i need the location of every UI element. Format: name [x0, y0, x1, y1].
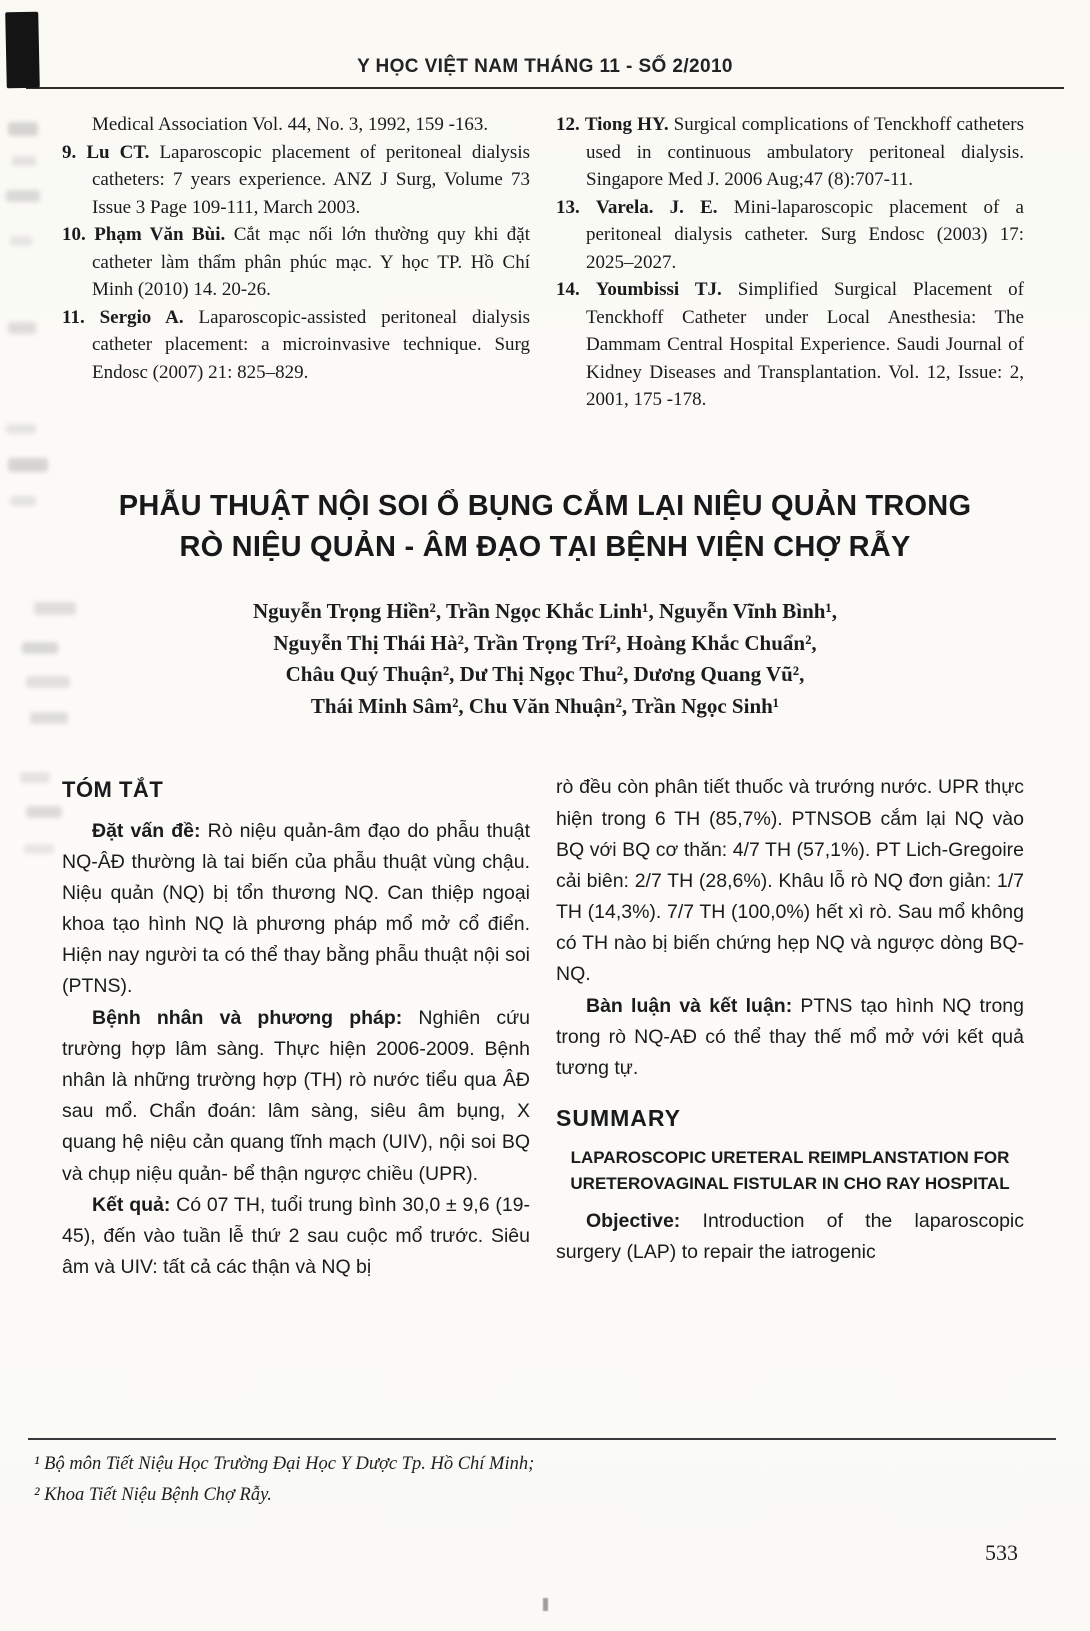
abstract-column-left: [62, 772, 530, 1283]
paragraph-lead: Bàn luận và kết luận:: [586, 994, 793, 1017]
abstract-paragraph-objective: [62, 816, 530, 1003]
author-line: Thái Minh Sâm², Chu Văn Nhuận², Trần Ngọc Sinh¹: [310, 693, 780, 718]
ref-text: Laparoscopic placement of peritoneal dialysis catheters: 7 years experience. ANZ J Surg, Volume 73 Issue 3 Page 109-111, March 2003.: [92, 141, 530, 218]
scan-artifact: [543, 1598, 548, 1611]
ref-author: Sergio A.: [99, 306, 184, 328]
ref-number: 12.: [556, 114, 580, 135]
paragraph-lead: Bệnh nhân và phương pháp:: [92, 1006, 403, 1029]
abstract-paragraph-results: [62, 1190, 530, 1284]
abstract-heading: TÓM TẮT: [62, 777, 164, 803]
paragraph-text: Introduction of the laparoscopic surgery (LAP) to repair the iatrogenic: [556, 1209, 1024, 1263]
reference-item: [556, 111, 1024, 194]
reference-list-right: [556, 111, 1024, 414]
ref-text: Simplified Surgical Placement of Tenckhoff Catheter under Local Anesthesia: The Dammam Central Hospital Experience. Saudi Journal of Kidney Diseases and Transplantation. Vol. 12, Issue: 2, 2001, 175 -178.: [586, 279, 1024, 411]
ref-number: 9.: [62, 141, 77, 163]
reference-item: [62, 139, 530, 222]
reference-item: [556, 276, 1024, 414]
author-line: Nguyễn Thị Thái Hà², Trần Trọng Trí², Hoàng Khắc Chuẩn²,: [273, 630, 817, 655]
paragraph-text: Có 07 TH, tuổi trung bình 30,0 ± 9,6 (19-45), đến vào tuần lễ thứ 2 sau cuộc mổ trước. Siêu âm và UIV: tất cả các thận và NQ bị: [62, 1193, 530, 1279]
article-title-line2: RÒ NIỆU QUẢN - ÂM ĐẠO TẠI BỆNH VIỆN CHỢ RẪY: [179, 531, 911, 564]
ref-number: 10.: [62, 224, 86, 246]
paragraph-lead: Đặt vấn đề:: [92, 819, 201, 842]
ref-number: 13.: [556, 196, 580, 218]
abstract-paragraph-methods: [62, 1003, 530, 1190]
summary-paragraph-objective: [556, 1206, 1024, 1268]
paragraph-text: Rò niệu quản-âm đạo do phẫu thuật NQ-ÂĐ thường là tai biến của phẫu thuật vùng chậu. Niệu quản (NQ) bị tổn thương NQ. Can thiệp ngoại khoa tạo hình NQ là phương pháp mổ mở cổ điển. Hiện nay người ta có thể thay bằng phẫu thuật nội soi (PTNS).: [62, 819, 531, 998]
ref-author: Youmbissi TJ.: [595, 279, 722, 301]
ref-text: Medical Association Vol. 44, No. 3, 1992, 159 -163.: [92, 114, 489, 135]
summary-subtitle: LAPAROSCOPIC URETERAL REIMPLANSTATION FOR URETEROVAGINAL FISTULAR IN CHO RAY HOSPITAL: [570, 1148, 1010, 1194]
ref-text: Cắt mạc nối lớn thường quy khi đặt catheter làm thẩm phân phúc mạc. Y học TP. Hồ Chí Minh (2010) 14. 20-26.: [92, 224, 531, 301]
ref-text: Mini-laparoscopic placement of a peritoneal dialysis catheter. Surg Endosc (2003) 17: 2025–2027.: [586, 196, 1024, 273]
ref-number: 14.: [556, 279, 580, 301]
ref-author: Lu CT.: [86, 141, 150, 163]
article-title-line1: PHẪU THUẬT NỘI SOI Ổ BỤNG CẮM LẠI NIỆU QUẢN TRONG: [118, 490, 972, 523]
abstract-paragraph-conclusion: [556, 991, 1024, 1085]
abstract-column-right: [556, 772, 1024, 1283]
summary-heading: SUMMARY: [556, 1105, 681, 1132]
scan-artifact: [8, 458, 48, 472]
reference-section: [0, 89, 1090, 414]
authors-block: [0, 596, 1090, 722]
reference-item: [62, 304, 530, 387]
footnote-2: ² Khoa Tiết Niệu Bệnh Chợ Rẫy.: [34, 1485, 272, 1506]
ref-text: Surgical complications of Tenckhoff catheters used in continuous ambulatory peritoneal dialysis. Singapore Med J. 2006 Aug;47 (8):707-11.: [586, 114, 1024, 191]
journal-header: Y HỌC VIỆT NAM THÁNG 11 - SỐ 2/2010: [357, 56, 733, 77]
ref-author: Tiong HY.: [584, 114, 669, 135]
reference-item: [556, 194, 1024, 277]
reference-item: [62, 111, 530, 139]
footnote-1: ¹ Bộ môn Tiết Niệu Học Trường Đại Học Y Dược Tp. Hồ Chí Minh;: [34, 1454, 535, 1474]
paragraph-text: Nghiên cứu trường hợp lâm sàng. Thực hiện 2006-2009. Bệnh nhân là những trường hợp (TH) rò nước tiểu qua ÂĐ sau mổ. Chẩn đoán: lâm sàng, siêu âm bụng, X quang hệ niệu cản quang tĩnh mạch (UIV), nội soi BQ và chụp niệu quản- bể thận ngược chiều (UPR).: [62, 1006, 530, 1185]
author-line: Châu Quý Thuận², Dư Thị Ngọc Thu², Dương Quang Vũ²,: [285, 662, 805, 687]
ref-text: Laparoscopic-assisted peritoneal dialysis catheter placement: a microinvasive technique. Surg Endosc (2007) 21: 825–829.: [92, 306, 531, 383]
author-line: Nguyễn Trọng Hiền², Trần Ngọc Khắc Linh¹, Nguyễn Vĩnh Bình¹,: [252, 599, 838, 624]
title-block: [0, 486, 1090, 722]
abstract-paragraph-results-cont: [556, 772, 1024, 990]
paragraph-text: PTNS tạo hình NQ trong trong rò NQ-AĐ có thể thay thế mổ mở với kết quả tương tự.: [556, 994, 1024, 1080]
paragraph-lead: Objective:: [586, 1209, 681, 1232]
paragraph-lead: Kết quả:: [92, 1193, 171, 1216]
paragraph-text: rò đều còn phân tiết thuốc và trướng nước. UPR thực hiện trong 6 TH (85,7%). PTNSOB cắm lại NQ vào BQ với BQ cơ thăn: 4/7 TH (57,1%). PT Lich-Gregoire cải biên: 2/7 TH (28,6%). Khâu lỗ rò NQ đơn giản: 1/7 TH (14,3%). 7/7 TH (100,0%) hết xì rò. Sau mổ không có TH nào bị biến chứng hẹp NQ và ngược dòng BQ-NQ.: [556, 776, 1024, 986]
page-number: 533: [985, 1540, 1018, 1565]
reference-item: [62, 221, 530, 304]
reference-list-left: [62, 111, 530, 414]
ref-author: Varela. J. E.: [595, 196, 718, 218]
abstract-section: [0, 722, 1090, 1283]
article-title: [0, 486, 1090, 568]
footnote-block: [28, 1438, 1056, 1512]
ref-number: 11.: [62, 306, 85, 328]
ref-author: Phạm Văn Bùi.: [94, 224, 226, 246]
scan-artifact: [6, 424, 36, 434]
